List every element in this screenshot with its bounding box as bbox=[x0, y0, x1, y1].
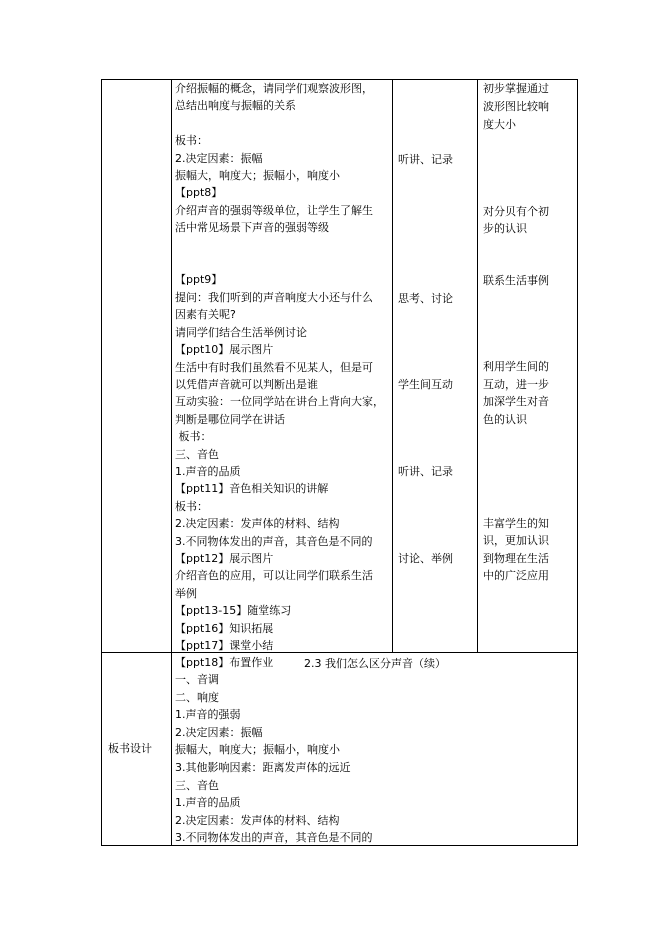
design-intent-5b: 识，更加认识 bbox=[483, 534, 549, 547]
board-design-content bbox=[175, 671, 575, 847]
student-activity-3: 学生间互动 bbox=[398, 378, 453, 391]
board-design-line: 3.其他影响因素：距离发声体的远近 bbox=[175, 760, 351, 774]
teacher-activity-line: 1.声音的品质 bbox=[175, 464, 241, 478]
teacher-activity-line: 2.决定因素：发声体的材料、结构 bbox=[175, 517, 340, 531]
design-intent-4b: 互动，进一步 bbox=[483, 378, 549, 391]
board-design-line: 2.决定因素：振幅 bbox=[175, 725, 263, 739]
teacher-activity-line: 板书： bbox=[175, 499, 208, 513]
teacher-activity-line: 【ppt13-15】随堂练习 bbox=[175, 604, 292, 618]
teacher-activity-line: 【ppt11】音色相关知识的讲解 bbox=[175, 482, 329, 496]
teacher-activity-line bbox=[175, 254, 390, 271]
teacher-activity-line: 三、音色 bbox=[175, 447, 219, 461]
teacher-activity-cell bbox=[175, 80, 390, 672]
teacher-activity-line: 振幅大，响度大；振幅小，响度小 bbox=[175, 169, 340, 183]
teacher-activity-line: 【ppt8】 bbox=[175, 186, 223, 200]
teacher-activity-line: 总结出响度与振幅的关系 bbox=[175, 99, 296, 113]
teacher-activity-line: 提问：我们听到的声音响度大小还与什么 bbox=[175, 290, 373, 304]
teacher-activity-line: 【ppt16】知识拓展 bbox=[175, 621, 274, 635]
design-intent-1b: 波形图比较响 bbox=[483, 100, 549, 113]
board-design-line: 三、音色 bbox=[175, 778, 219, 792]
teacher-activity-line: 板书： bbox=[175, 134, 208, 148]
teacher-activity-line: 【ppt17】课堂小结 bbox=[175, 639, 274, 652]
table-divider-2 bbox=[392, 79, 393, 652]
teacher-activity-line: 【ppt9】 bbox=[175, 273, 223, 287]
teacher-activity-line: 请同学们结合生活举例讨论 bbox=[175, 325, 307, 339]
teacher-activity-line: 【ppt12】展示图片 bbox=[175, 551, 274, 565]
teacher-activity-line: 活中常见场景下声音的强弱等级 bbox=[175, 221, 329, 235]
teacher-activity-line: 因素有关呢? bbox=[175, 308, 236, 322]
board-design-line: 1.声音的品质 bbox=[175, 796, 241, 810]
design-intent-4a: 利用学生间的 bbox=[483, 360, 549, 373]
student-activity-2: 思考、讨论 bbox=[398, 292, 453, 305]
design-intent-3: 联系生活事例 bbox=[483, 274, 549, 287]
design-intent-5c: 到物理在生活 bbox=[483, 552, 549, 565]
design-intent-1a: 初步掌握通过 bbox=[483, 82, 549, 95]
table-border-left bbox=[101, 79, 102, 845]
teacher-activity-line: 3.不同物体发出的声音，其音色是不同的 bbox=[175, 534, 373, 548]
teacher-activity-line: 【ppt10】展示图片 bbox=[175, 343, 274, 357]
teacher-activity-line: 以凭借声音就可以判断出是谁 bbox=[175, 377, 318, 391]
board-design-line: 3.不同物体发出的声音，其音色是不同的 bbox=[175, 831, 373, 845]
teacher-activity-line: 互动实验：一位同学站在讲台上背向大家， bbox=[175, 395, 384, 409]
table-border-right bbox=[577, 79, 578, 845]
teacher-activity-line: 判断是哪位同学在讲话 bbox=[175, 412, 285, 426]
design-intent-1c: 度大小 bbox=[483, 118, 516, 131]
student-activity-1: 听讲、记录 bbox=[398, 153, 453, 166]
teacher-activity-line bbox=[175, 237, 390, 254]
teacher-activity-line: 生活中有时我们虽然看不见某人，但是可 bbox=[175, 360, 373, 374]
board-design-line: 振幅大，响度大；振幅小，响度小 bbox=[175, 743, 340, 757]
teacher-activity-line: 板书： bbox=[175, 430, 212, 444]
board-design-label: 板书设计 bbox=[108, 742, 152, 755]
teacher-activity-line: 2.决定因素：振幅 bbox=[175, 151, 263, 165]
teacher-activity-line: 【ppt18】布置作业 bbox=[175, 656, 274, 670]
board-design-line: 2.决定因素：发声体的材料、结构 bbox=[175, 813, 340, 827]
board-design-line: 一、音调 bbox=[175, 673, 219, 686]
student-activity-5: 讨论、举例 bbox=[398, 552, 453, 565]
board-design-line: 二、响度 bbox=[175, 690, 219, 704]
table-divider-1 bbox=[171, 79, 172, 845]
design-intent-2a: 对分贝有个初 bbox=[483, 205, 549, 218]
teacher-activity-line bbox=[175, 115, 390, 132]
teacher-activity-line: 举例 bbox=[175, 586, 197, 600]
design-intent-4c: 加深学生对音 bbox=[483, 395, 549, 408]
board-design-title: 2.3 我们怎么区分声音（续） bbox=[304, 657, 446, 670]
teacher-activity-line: 介绍音色的应用，可以让同学们联系生活 bbox=[175, 569, 373, 583]
student-activity-4: 听讲、记录 bbox=[398, 465, 453, 478]
design-intent-4d: 色的认识 bbox=[483, 413, 527, 426]
design-intent-5d: 中的广泛应用 bbox=[483, 569, 549, 582]
teacher-activity-line: 介绍声音的强弱等级单位，让学生了解生 bbox=[175, 203, 373, 217]
teacher-activity-line: 介绍振幅的概念，请同学们观察波形图， bbox=[175, 82, 373, 95]
design-intent-2b: 步的认识 bbox=[483, 222, 527, 235]
board-design-line: 1.声音的强弱 bbox=[175, 708, 241, 722]
design-intent-5a: 丰富学生的知 bbox=[483, 517, 549, 530]
